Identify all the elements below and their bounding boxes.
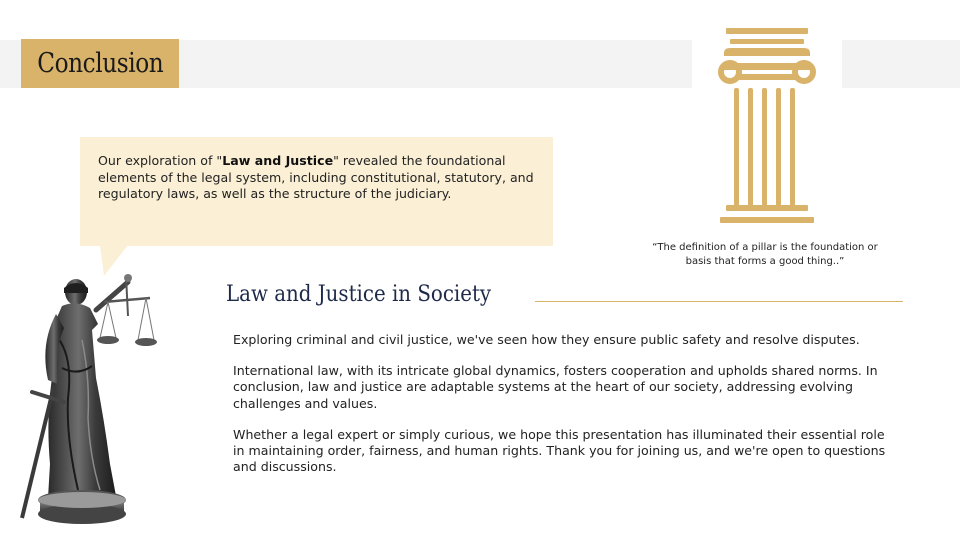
header-band-right — [842, 40, 960, 88]
callout-text-bold: Law and Justice — [222, 153, 334, 168]
body-paragraph: Exploring criminal and civil justice, we've seen how they ensure public safety and resolve disputes. — [233, 332, 860, 347]
section-title: Law and Justice in Society — [226, 282, 492, 307]
section-divider — [535, 301, 903, 302]
title-box — [21, 39, 179, 88]
body-text — [233, 332, 893, 490]
callout-text — [98, 153, 535, 203]
lady-justice-statue — [18, 268, 168, 530]
pillar-quote: “The definition of a pillar is the foundation or basis that forms a good thing..” — [652, 242, 878, 267]
page-title: Conclusion — [36, 48, 164, 79]
callout-bubble — [80, 137, 553, 246]
body-paragraph: Whether a legal expert or simply curious, we hope this presentation has illuminated their essential role in maintaining order, fairness, and human rights. Thank you for joining us, and we're open to questions and discussions. — [233, 426, 886, 475]
callout-text-end: " revealed the foundational elements of the legal system, including constitutional, statutory, and regulatory laws, as well as the structure of the judiciary. — [98, 153, 534, 201]
callout-text-start: Our exploration of " — [98, 153, 223, 168]
body-paragraph: International law, with its intricate global dynamics, fosters cooperation and upholds shared norms. In conclusion, law and justice are adaptable systems at the heart of our society, addressing evolving challenges and values. — [233, 363, 878, 411]
pillar-icon — [716, 28, 818, 226]
